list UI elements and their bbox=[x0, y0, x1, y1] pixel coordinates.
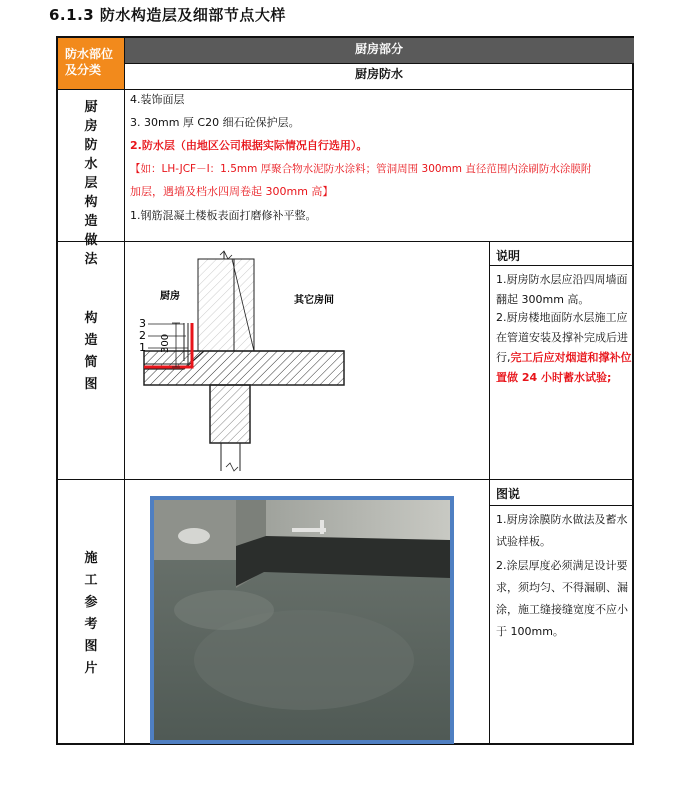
layers-label-text: 厨房防水层构造做法 bbox=[84, 100, 98, 267]
explain-p2 bbox=[496, 308, 634, 388]
sub-title-cell bbox=[124, 63, 634, 89]
category-label: 防水部位及分类 bbox=[65, 47, 114, 77]
figure-note-cell bbox=[490, 479, 634, 745]
layer-line-4: 4.装饰面层 bbox=[130, 93, 185, 106]
layer-num-1: 1 bbox=[139, 341, 146, 354]
photo-row-label bbox=[58, 548, 124, 680]
layer-line-3: 3. 30mm 厚 C20 细石砼保护层。 bbox=[130, 116, 300, 129]
upper-wall bbox=[198, 259, 254, 351]
layer-line-1: 1.钢筋混凝土楼板表面打磨修补平整。 bbox=[130, 209, 317, 222]
reference-photo bbox=[154, 500, 450, 740]
layers-content bbox=[124, 89, 634, 241]
waterproof-table bbox=[56, 36, 634, 745]
beam bbox=[210, 385, 250, 443]
layer-line-2: 2.防水层（由地区公司根据实际情况自行选用）。 bbox=[130, 139, 368, 152]
explain-p2-black: 2.厨房楼地面防水层施工应在管道安装及撑补完成后进行, bbox=[496, 311, 628, 364]
reference-photo-frame bbox=[150, 496, 454, 744]
sub-title: 厨房防水 bbox=[354, 67, 403, 81]
photo-label-text: 施工参考图片 bbox=[84, 551, 98, 676]
layers-row-label bbox=[58, 98, 124, 269]
grid-line bbox=[490, 265, 634, 266]
figure-note-p1: 1.厨房涂膜防水做法及蓄水试验样板。 bbox=[496, 513, 628, 548]
section-title: 厨房部分 bbox=[354, 42, 403, 56]
layer-line-2-detail: 【如：LH-JCF－Ⅰ：1.5mm 厚聚合物水泥防水涂料；管洞周围 300mm 直径范围内涂刷防水涂膜附 bbox=[130, 163, 592, 175]
section-title-cell bbox=[124, 38, 634, 63]
diagram-label-text: 构造简图 bbox=[84, 311, 98, 392]
dimension-300: 300 bbox=[160, 333, 171, 353]
label-other-room: 其它房间 bbox=[294, 295, 334, 306]
category-header-cell bbox=[58, 38, 124, 89]
grid-line bbox=[124, 63, 634, 64]
diagram-row-label bbox=[58, 308, 124, 396]
layer-num-2: 2 bbox=[139, 329, 146, 342]
explain-cell bbox=[490, 241, 634, 479]
explain-title: 说明 bbox=[496, 249, 521, 263]
page-heading: 6.1.3 防水构造层及细部节点大样 bbox=[49, 6, 286, 24]
grid-line bbox=[490, 505, 634, 506]
figure-note-p2: 2.涂层厚度必须满足设计要求，须均匀、不得漏刷、漏涂，施工缝接缝宽度不应小于 100mm。 bbox=[496, 559, 628, 638]
layer-line-2-detail-cont: 加层，遇墙及档水四周卷起 300mm 高】 bbox=[130, 185, 334, 198]
construction-diagram bbox=[124, 241, 489, 479]
figure-note-title: 图说 bbox=[496, 487, 521, 501]
explain-p2-red: 完工后应对烟道和撑补位置做 24 小时蓄水试验; bbox=[496, 351, 632, 384]
label-kitchen: 厨房 bbox=[160, 291, 180, 302]
diagram-cell bbox=[124, 241, 489, 479]
layer-num-3: 3 bbox=[139, 317, 146, 330]
explain-p1: 1.厨房防水层应沿四周墙面翻起 300mm 高。 bbox=[496, 273, 628, 306]
